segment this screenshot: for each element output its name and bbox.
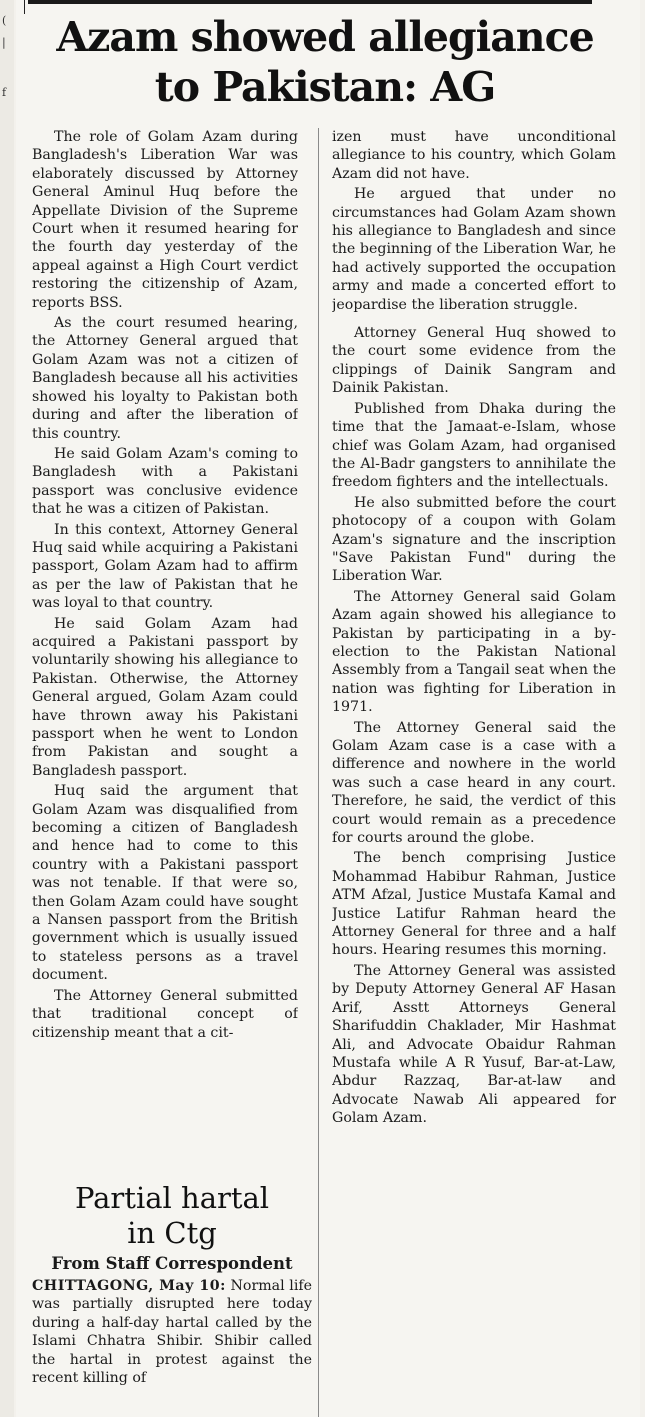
article-paragraph: In this context, Attorney General Huq said while acquiring a Pakistani passport, Golam Azam had to affirm as per the law of Pakistan that he was loyal to that country. [32,521,298,612]
corner-rule [24,0,25,14]
article-paragraph: The role of Golam Azam during Bangladesh's Liberation War was elaborately discussed by Attorney General Aminul Huq before the Appellate Division of the Supreme Court when it resumed hearing for the fourth day yesterday of the appeal against a High Court verdict restoring the citizenship of Azam, reports BSS. [32,129,298,311]
top-rule [28,0,592,4]
column-rule [318,128,319,1417]
article-paragraph: He argued that under no circumstances had Golam Azam shown his allegiance to Bangladesh and since the beginning of the Liberation War, he had actively supported the occupation army and made a concerted effort to jeopardise the liberation struggle. [332,186,616,313]
article-column-left [32,128,298,1168]
left-page-margin [0,0,14,1417]
article-paragraph: The Attorney General submitted that traditional concept of citizenship meant that a cit- [32,987,298,1041]
article-paragraph: As the court resumed hearing, the Attorney General argued that Golam Azam was not a citizen of Bangladesh because all his activities showed his loyalty to Pakistan both during and after the liberation of this country. [32,315,298,442]
article-paragraph: Published from Dhaka during the time that the Jamaat-e-Islam, whose chief was Golam Azam, had organised the Al-Badr gangsters to annihilate the freedom fighters and the intellectuals. [332,400,616,491]
article-column-right [332,128,616,1417]
margin-mark: f [2,86,7,99]
article-paragraph: The Attorney General said Golam Azam again showed his allegiance to Pakistan by participating in a by-election to the Pakistan National Assembly from a Tangail seat when the nation was fighting for Liberation in 1971. [332,588,616,716]
article-paragraph: The bench comprising Justice Mohammad Habibur Rahman, Justice ATM Afzal, Justice Mustafa Kamal and Justice Latifur Rahman heard the Attorney General for three and a half hours. Hearing resumes this morning. [332,850,616,959]
headline-line: in Ctg [127,1216,217,1250]
headline-line: Azam showed allegiance [56,13,594,61]
margin-mark: ( [2,14,7,27]
article-paragraph: izen must have unconditional allegiance to his country, which Golam Azam did not have. [332,129,616,182]
article-paragraph: The Attorney General was assisted by Deputy Attorney General AF Hasan Arif, Asstt Attorneys General Sharifuddin Chaklader, Mir Hashmat Ali, and Advocate Obaidur Rahman Mustafa while A R Yusuf, Bar-at-Law, Abdur Razzaq, Bar-at-law and Advocate Nawab Ali appeared for Golam Azam. [332,962,616,1127]
hartal-body-text: Normal life was partially disrupted here today during a half-day hartal called by the Islami Chhatra Shibir. Shibir called the hartal in protest against the recent killing of [32,1278,312,1387]
article-paragraph: He said Golam Azam had acquired a Pakistani passport by voluntarily showing his allegiance to Pakistan. Otherwise, the Attorney General argued, Golam Azam could have thrown away his Pakistani passport when he went to London from Pakistan and sought a Bangladesh passport. [32,615,298,779]
hartal-article [32,1181,312,1417]
article-paragraph: The Attorney General said the Golam Azam case is a case with a difference and nowhere in the world was such a case heard in any court. Therefore, he said, the verdict of this court would remain as a precedence for courts around the globe. [332,719,616,847]
article-paragraph: He also submitted before the court photocopy of a coupon with Golam Azam's signature and the inscription "Save Pakistan Fund" during the Liberation War. [332,494,616,585]
headline-line: to Pakistan: AG [154,63,496,111]
article-paragraph: He said Golam Azam's coming to Bangladesh with a Pakistani passport was conclusive evidence that he was a citizen of Pakistan. [32,445,298,518]
article-headline [30,12,620,112]
headline-line: Partial hartal [74,1181,270,1215]
newspaper-clipping [16,0,640,1417]
byline: From Staff Correspondent [51,1254,293,1273]
article-paragraph: Attorney General Huq showed to the court some evidence from the clippings of Dainik Sangram and Dainik Pakistan. [332,325,616,397]
hartal-headline [32,1181,312,1251]
margin-mark: | [2,36,6,49]
article-paragraph: Huq said the argument that Golam Azam was disqualified from becoming a citizen of Bangladesh and hence had to come to this country with a Pakistani passport was not tenable. If that were so, then Golam Azam could have sought a Nansen passport from the British government which is usually issued to stateless persons as a travel document. [32,783,298,984]
dateline: CHITTAGONG, May 10: [32,1278,226,1294]
hartal-body [32,1277,312,1417]
